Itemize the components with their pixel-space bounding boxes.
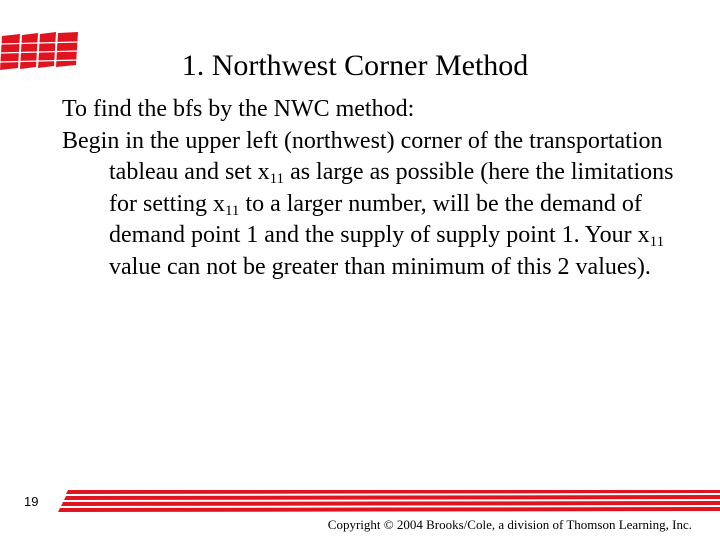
footer-red-bars: [58, 490, 720, 514]
page-number: 19: [24, 494, 39, 509]
nwc-explanation-paragraph: [62, 126, 682, 284]
paragraph-text-part: Begin in the upper left (northwest) corner of the transportation tableau and set x: [62, 127, 663, 185]
intro-paragraph: To find the bfs by the NWC method:: [62, 96, 415, 122]
subscript: 11: [224, 202, 240, 219]
paragraph-text-part: as large as possible (here the limitations for setting x: [109, 159, 674, 217]
copyright-notice: Copyright © 2004 Brooks/Cole, a division of Thomson Learning, Inc.: [327, 517, 692, 532]
paragraph-text-part: value can not be greater than minimum of this 2 values).: [109, 253, 651, 280]
paragraph-text-part: to a larger number, will be the demand of demand point 1 and the supply of supply point 1. Your x: [109, 190, 650, 248]
slide-title: 1. Northwest Corner Method: [181, 49, 529, 82]
slide-body: [62, 94, 682, 283]
subscript: 11: [269, 171, 285, 187]
subscript: 11: [649, 234, 665, 250]
